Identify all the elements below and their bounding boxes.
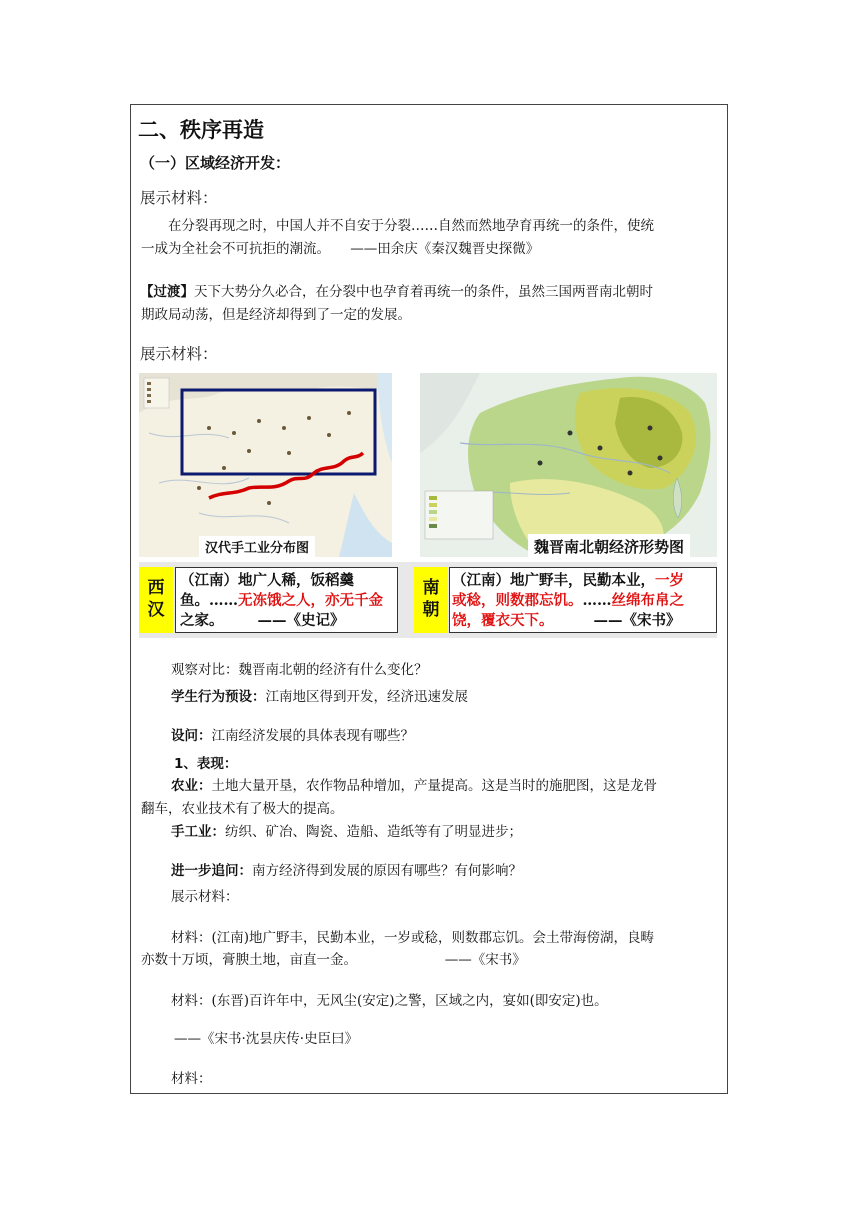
handicraft-text: 纺织、矿冶、陶瓷、造船、造纸等有了明显进步；	[225, 824, 522, 840]
south-tag-char2: 朝	[422, 600, 440, 620]
west-han-line2	[180, 590, 383, 611]
observe-question: 观察对比：魏晋南北朝的经济有什么变化？	[171, 662, 428, 678]
agriculture-text: 土地大量开垦，农作物品种增加，产量提高。这是当时的施肥图，这是龙骨	[211, 778, 657, 794]
question-ask-text: 江南经济发展的具体表现有哪些？	[211, 728, 414, 744]
performance-heading: 1、表现：	[174, 756, 238, 772]
south-tag	[414, 567, 448, 633]
question-ask-label: 设问：	[171, 728, 212, 744]
transition-text: 天下大势分久必合，在分裂中也孕育着再统一的条件，虽然三国两晋南北朝时	[194, 284, 653, 300]
transition-tag: 【过渡】	[140, 284, 194, 300]
south-line2-black: ……	[582, 592, 612, 609]
han-map-title: 汉代手工业分布图	[199, 536, 315, 557]
quote1-line2: 一成为全社会不可抗拒的潮流。 ——田余庆《秦汉魏晋史探微》	[141, 241, 540, 257]
south-line1	[452, 570, 684, 591]
han-handicraft-map	[139, 373, 392, 557]
south-line1-red: 一岁	[655, 572, 684, 589]
agriculture-line1	[171, 774, 657, 794]
west-han-tag-char2: 汉	[147, 600, 165, 620]
material-label-1: 展示材料：	[140, 189, 218, 207]
south-line2-red-a: 或稔，则数郡忘饥。	[452, 592, 583, 609]
material-label-2: 展示材料：	[140, 345, 218, 363]
south-line2-red-b: 丝绵布帛之	[611, 592, 684, 609]
south-source: ——《宋书》	[593, 612, 681, 629]
wei-jin-map-title: 魏晋南北朝经济形势图	[528, 534, 690, 557]
agriculture-label: 农业：	[171, 778, 212, 794]
west-han-tag-char1: 西	[147, 578, 165, 598]
material2-line1: 材料：(东晋)百许年中，无风尘(安定)之警，区域之内，宴如(即安定)也。	[171, 993, 608, 1009]
transition-line2: 期政局动荡，但是经济却得到了一定的发展。	[141, 307, 411, 323]
south-line1-black: （江南）地广野丰，民勤本业，	[452, 572, 655, 589]
quote1-line1: 在分裂再现之时，中国人并不自安于分裂……自然而然地孕育再统一的条件，使统	[168, 218, 654, 234]
wei-jin-economy-map	[420, 373, 717, 557]
further-question-text: 南方经济得到发展的原因有哪些？有何影响？	[252, 863, 522, 879]
south-line3	[452, 610, 681, 631]
material3-label: 材料：	[171, 1071, 212, 1087]
further-question	[171, 859, 522, 879]
material1-line1: 材料：(江南)地广野丰，民勤本业，一岁或稔，则数郡忘饥。会土带海傍湖，良畴	[171, 930, 655, 946]
handicraft-line	[171, 820, 522, 840]
material2-source: ——《宋书·沈昙庆传·史臣曰》	[174, 1031, 359, 1047]
west-han-line3	[180, 610, 345, 631]
west-han-line3-text: 之家。	[180, 612, 224, 629]
student-preset	[171, 685, 468, 705]
south-tag-char1: 南	[422, 578, 440, 598]
south-line3-red: 饶，覆衣天下。	[452, 612, 554, 629]
west-han-line1: （江南）地广人稀，饭稻羹	[180, 572, 354, 589]
agriculture-line2: 翻车，农业技术有了极大的提高。	[141, 801, 344, 817]
west-han-line2-red: 无冻饿之人，亦无千金	[238, 592, 383, 609]
student-preset-label: 学生行为预设：	[171, 689, 266, 705]
student-preset-text: 江南地区得到开发，经济迅速发展	[265, 689, 468, 705]
material1-line2: 亦数十万顷，膏腴土地，亩直一金。 ——《宋书》	[141, 952, 526, 968]
section-subtitle: （一）区域经济开发：	[140, 154, 291, 172]
question-ask	[171, 724, 414, 744]
material-label-3: 展示材料：	[171, 889, 239, 905]
west-han-source: ——《史记》	[257, 612, 345, 629]
handicraft-label: 手工业：	[171, 824, 225, 840]
south-line2	[452, 590, 684, 611]
west-han-tag	[139, 567, 173, 633]
west-han-line2-black: 鱼。……	[180, 592, 238, 609]
section-title: 二、秩序再造	[138, 118, 264, 142]
further-question-label: 进一步追问：	[171, 863, 252, 879]
